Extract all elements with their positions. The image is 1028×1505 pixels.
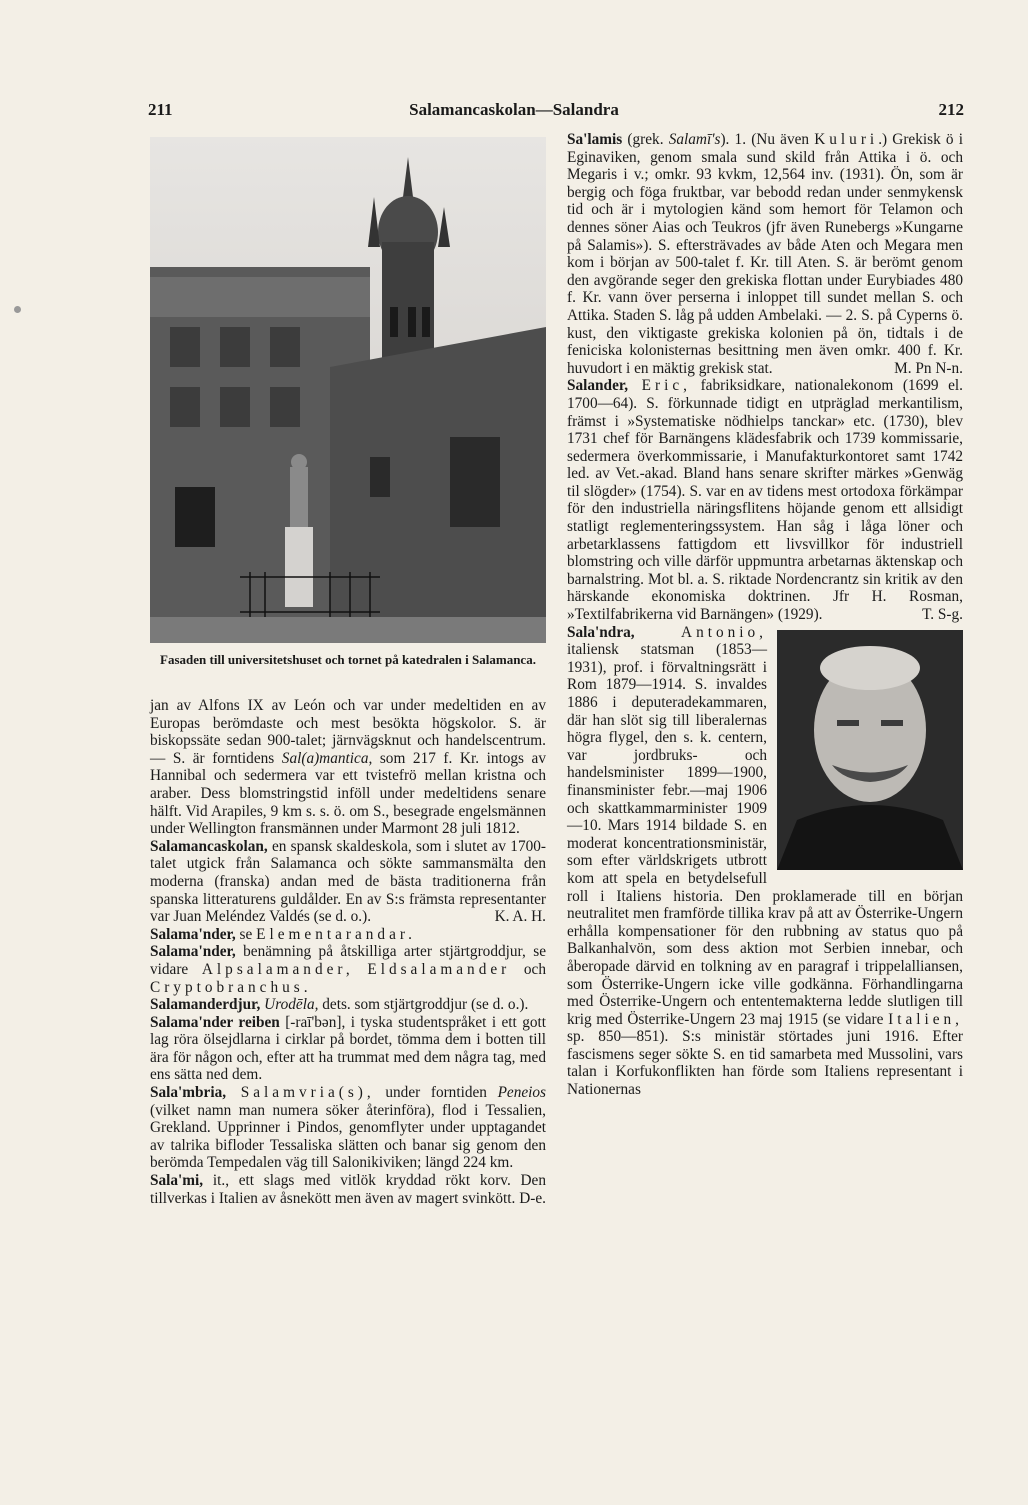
page-number-right: 212 (938, 100, 964, 119)
entry-salander (567, 377, 963, 623)
spaced-name: Kuluri (814, 131, 879, 148)
entry-salamancaskolan (150, 838, 546, 926)
cross-reference: Eldsalamander (367, 960, 511, 978)
entry-text: fabriksidkare, nationalekonom (1699 el. 1700—64). S. förkunnade tidigt en utpräglad merkantilism, främst i »Systematiske nödhielps tanckar» etc. (1730), blev 1731 chef för Barnängens klädesfabrik och 1739 kommissarie, sedermera överkommissarie, i Manufakturkontoret samt 1742 led. av Vet.-akad. Bland hans senare skrifter märkes »Genwäg til slögder» (1754). S. var en av tidens mest ortodoxa förkämpar för den industriella näringsflitens höjande genom ett allsidigt statligt reglementeringssystem. Han såg i låga löner och arbetarklassens fattigdom ett livsvillkor för industriell blomstring och ville därför uppmuntra arbetarnas äktenskap och barnalstring. Mot bl. a. S. riktade Nordencrantz sin kritik av den härskande ekonomiska doktrinen. Jfr H. Rosman, »Textilfabrikerna vid Barnängen» (1929). (567, 377, 963, 624)
cross-reference: Alpsalamander, (201, 960, 354, 978)
right-column (567, 131, 963, 1099)
entry-headword: Sa'lamis (567, 131, 623, 148)
entry-headword: Salama'nder, (150, 925, 236, 943)
author-signature: D-e. (519, 1189, 546, 1207)
entry-text: ). 1. (Nu även (720, 131, 815, 148)
entry-text (354, 961, 368, 978)
entry-text: italiensk statsman (1853—1931), prof. i förvaltningsrätt i Rom 1879—1914. S. invaldes 1886 i deputeradekammaren, där han slöt sig till liberalernas högra flygel, den s. k. centern, var jordbruks- och handelsminister 1899—1900, finansminister febr.—maj 1906 och skattkammarminister 1909—10. Mars 1914 bildade S. en moderat koncentrationsministär, som efter världskrigets utbrott kom att spela en betydelsefull roll i Italiens historia. Den proklamerade till en början neutralitet men framförde tillika krav på att av Österrike-Ungern erhålla kompensationer för den rubbning av status quo på Balkanhalvön, som dess aktion mot Serbien innebar, och åberopade därvid en tolkning av en paragraf i trippelalliansen, som Österrike-Ungern icke ville godkänna. Förhandlingarna med Österrike-Ungern och ententemakterna ledde slutligen till krig med Österrike-Ungern 23 maj 1915 (se vidare (567, 641, 963, 1028)
entry-headword: Salama'nder reiben (150, 1013, 280, 1031)
cross-reference: Cryptobranchus. (150, 978, 312, 996)
author-signature: T. S-g. (922, 606, 963, 624)
italic-term: Salamī's (668, 131, 721, 148)
entry-text: en spansk skaldeskola, som i slutet av 1700-talet utgick från Salamanca och sökte sammansmälta den moderna (franska) andan med de bästa traditionerna från spanska litteraturens guldålder. En av S:s främsta representanter var Juan Meléndez Valdés (se d. o.). (150, 837, 546, 926)
entry-text: (grek. (622, 131, 669, 148)
entry-text: dets. som stjärtgroddjur (se d. o.). (318, 996, 529, 1014)
running-header (0, 100, 1028, 124)
author-signature: K. A. H. (494, 908, 546, 926)
figure-caption: Fasaden till universitetshuset och tornet på katedralen i Salamanca. (160, 652, 536, 667)
page-title: Salamancaskolan—Salandra (409, 100, 619, 119)
entry-text: [-raī'bən], i tyska studentspråket i ett gott lag röra ölsejdlarna i cirklar på bordet, tömma dem i botten till ära för någon och, efter att ha trummat med dem några tag, med ens sätta ned dem. (150, 1013, 546, 1084)
salamanca-cathedral-photo (150, 137, 546, 643)
spaced-name: Salamvria(s), (226, 1084, 375, 1102)
entry-salandra (567, 624, 963, 1099)
article-salamanca-continued (150, 697, 546, 838)
entry-salamanderdjur (150, 996, 546, 1014)
entry-text: och (510, 960, 546, 978)
entry-salambria (150, 1084, 546, 1172)
entry-headword: Sala'ndra, (567, 623, 635, 641)
italic-term: Sal(a)mantica, (281, 749, 373, 767)
page-number-left: 211 (148, 100, 173, 119)
entry-salamander-reiben (150, 1014, 546, 1084)
entry-headword: Salander, (567, 377, 629, 395)
paragraph-text: jan av Alfons IX av León och var under medeltiden en av Europas berömdaste och mest besökta högskolor. S. är biskopssäte sedan 900-talet; järnvägsknut och handelscentrum. — S. är forntidens (150, 697, 546, 767)
paragraph-text: som 217 f. Kr. intogs av Hannibal och sedermera var ett tvistefrö mellan kristna och araber. Dess blomstringstid inföll under medeltidens senare hälft. Vid Arapiles, 9 km s. s. ö. om S., besegrade engelsmännen under Wellington fransmännen under Marmont 28 juli 1812. (150, 749, 546, 838)
margin-speck (14, 306, 21, 313)
entry-headword: Salamanderdjur, (150, 996, 261, 1014)
italic-term: Peneios (497, 1084, 547, 1102)
entry-text: .) Grekisk ö i Eginaviken, genom smala sund skild från Attika i ö. och Megaris i v.; omkr. 93 kvkm, 12,564 inv. (1931). Ön, som är bergig och föga fruktbar, var bebodd redan under senmykensk tid och är i mytologien känd som hemort för Telamon och dennes söner Aias och Teukros (jfr även Runebergs »Kungarne på Salamis»). S. eftersträvades av både Aten och Megara men kom i början av 500-talet f. Kr. till Aten. S. är berömt genom den avgörande seger den grekiska flottan under Eurybiades 480 f. Kr. vann över perserna i inloppet till sundet mellan S. och Attika. Staden S. låg på udden Ambelaki. — 2. S. på Cyperns ö. kust, den viktigaste grekiska kolonien på ön, tidtals i de feniciska kolonisternas besittning men även omkr. 400 f. Kr. huvudort i en mäktig grekisk stat. (567, 131, 963, 377)
spaced-name: Eric, (628, 377, 691, 395)
entry-text: sp. 850—851). S:s ministär störtades juni 1916. Efter fascismens seger sökte S. en tid samarbeta med Mussolini, vars talan i Korfukonflikten han förde som Italiens representant i Nationernas (567, 1028, 963, 1099)
cross-reference: Elementarandar. (256, 925, 416, 943)
entry-headword: Sala'mbria, (150, 1084, 227, 1102)
cross-reference: Italien, (888, 1010, 963, 1028)
entry-headword: Salamancaskolan, (150, 837, 268, 855)
entry-salamander-2 (150, 943, 546, 996)
entry-salami (150, 1172, 546, 1207)
entry-text: benämning på åtskilliga arter stjärtgroddjur, se vidare (150, 943, 546, 978)
author-signature: M. Pn N-n. (894, 359, 963, 377)
entry-headword: Sala'mi, (150, 1172, 204, 1190)
italic-term: Urodēla, (260, 996, 319, 1014)
entry-salamander-1 (150, 926, 546, 944)
entry-text: se (235, 925, 257, 943)
entry-headword: Salama'nder, (150, 943, 236, 961)
entry-text: under forntiden (374, 1084, 498, 1102)
left-column (150, 697, 546, 1207)
salandra-portrait-photo (777, 630, 963, 870)
entry-text: it., ett slags med vitlök kryddad rökt korv. Den tillverkas i Italien av åsnekött men även av magert svinkött. (150, 1172, 546, 1207)
entry-salamis (567, 131, 963, 377)
entry-text: (vilket namn man numera söker återinföra), flod i Tessalien, Grekland. Upprinner i Pindos, genomflyter under upptagandet av talrika bifloder Tessaliska slätten och banar sig genom den berömda Tempedalen väg till Salonikiviken; längd 224 km. (150, 1101, 546, 1172)
spaced-name: Antonio, (634, 623, 767, 641)
